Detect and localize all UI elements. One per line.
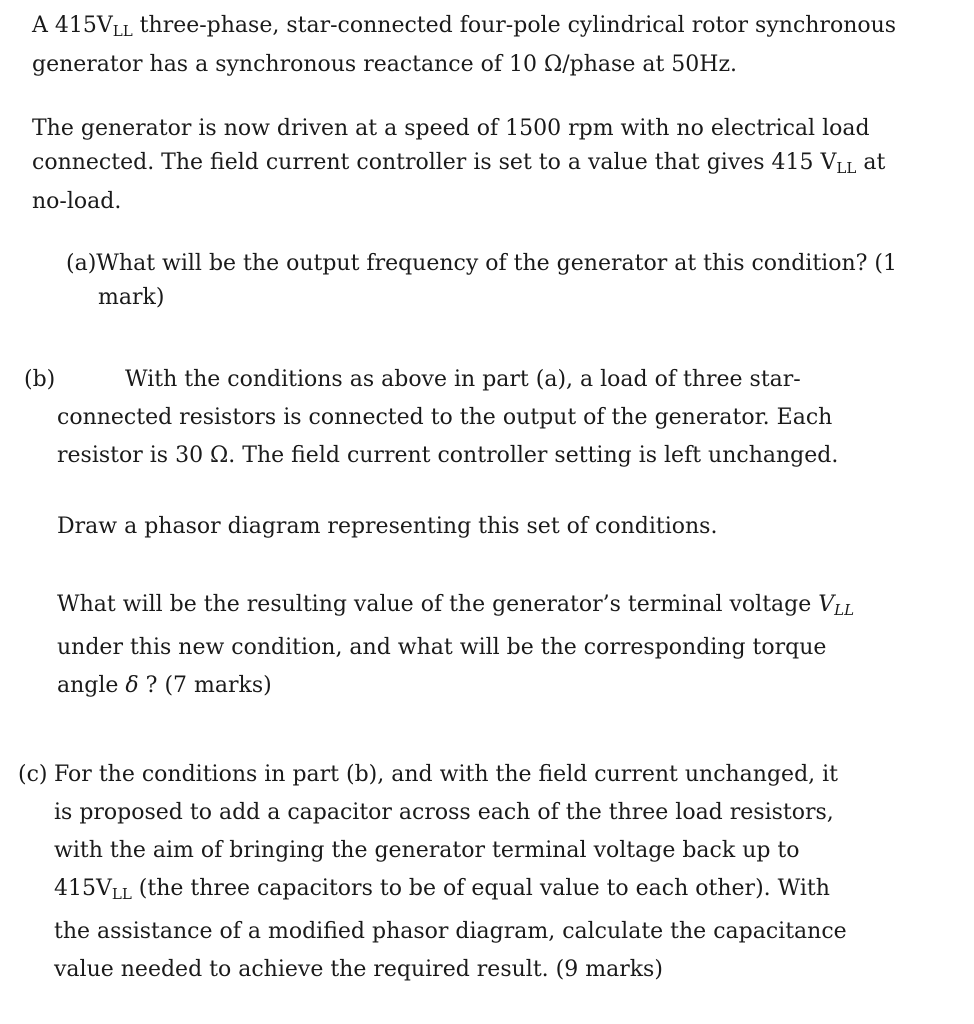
part-c-text: (the three capacitors to be of equal value to each other). With [131,876,830,901]
part-b-line-3: resistor is 30 Ω. The field current controller setting is left unchanged. [57,443,839,468]
part-c-line-4 [18,870,847,913]
intro-paragraph [32,9,896,82]
part-c-label: (c) [18,762,48,787]
intro-line-1 [32,9,896,48]
setup-line-1: The generator is now driven at a speed of 1500 rpm with no electrical load [32,116,870,141]
part-c-question [18,756,847,989]
part-a-text: What will be the output frequency of the generator at this condition? (1 [96,251,897,276]
part-a-label: (a) [66,251,97,276]
part-b-q-text: ? (7 marks) [138,673,272,698]
setup-line-2 [32,146,885,185]
part-c-line-5: the assistance of a modified phasor diagram, calculate the capacitance [54,919,847,944]
intro-line-2: generator has a synchronous reactance of 10 Ω/phase at 50Hz. [32,52,738,77]
part-b-q-line-1 [57,586,854,629]
part-b-question [57,586,854,705]
part-b-q-line-3 [57,667,854,705]
part-b-line-2: connected resistors is connected to the output of the generator. Each [57,405,833,430]
part-c-text: 415V [54,876,112,901]
part-b-intro [24,361,838,475]
part-a-line-2: mark) [98,285,165,310]
part-b-draw-instruction [57,510,717,544]
part-c-line-6: value needed to achieve the required result. (9 marks) [54,957,663,982]
setup-text: connected. The field current controller is set to a value that gives 415 V [32,150,837,175]
part-c-line-1 [18,756,847,794]
part-b-q-line-2: under this new condition, and what will be the corresponding torque [57,635,827,660]
part-c-text: For the conditions in part (b), and with the field current unchanged, it [54,762,839,787]
part-a-line-1 [66,247,897,281]
variable-v: V [818,592,835,617]
part-c-line-2: is proposed to add a capacitor across each of the three load resistors, [54,800,834,825]
part-b-q-text: angle [57,673,126,698]
part-b-text: With the conditions as above in part (a), a load of three star- [125,367,801,392]
intro-text: three-phase, star-connected four-pole cylindrical rotor synchronous [132,13,897,38]
part-c-line-3: with the aim of bringing the generator terminal voltage back up to [54,838,800,863]
setup-line-3: no-load. [32,189,122,214]
subscript-ll: LL [111,885,132,903]
subscript-ll: LL [836,159,857,177]
subscript-ll: LL [834,601,855,619]
subscript-ll: LL [112,22,133,40]
part-b-draw-line: Draw a phasor diagram representing this set of conditions. [57,514,718,539]
variable-delta: δ [125,673,139,698]
part-b-label: (b) [24,367,56,392]
intro-text: A 415V [32,13,113,38]
part-a-question [66,247,897,315]
setup-paragraph [32,112,885,219]
setup-text: at [856,150,886,175]
part-b-line-1 [24,361,838,399]
part-b-q-text: What will be the resulting value of the generator’s terminal voltage [57,592,819,617]
